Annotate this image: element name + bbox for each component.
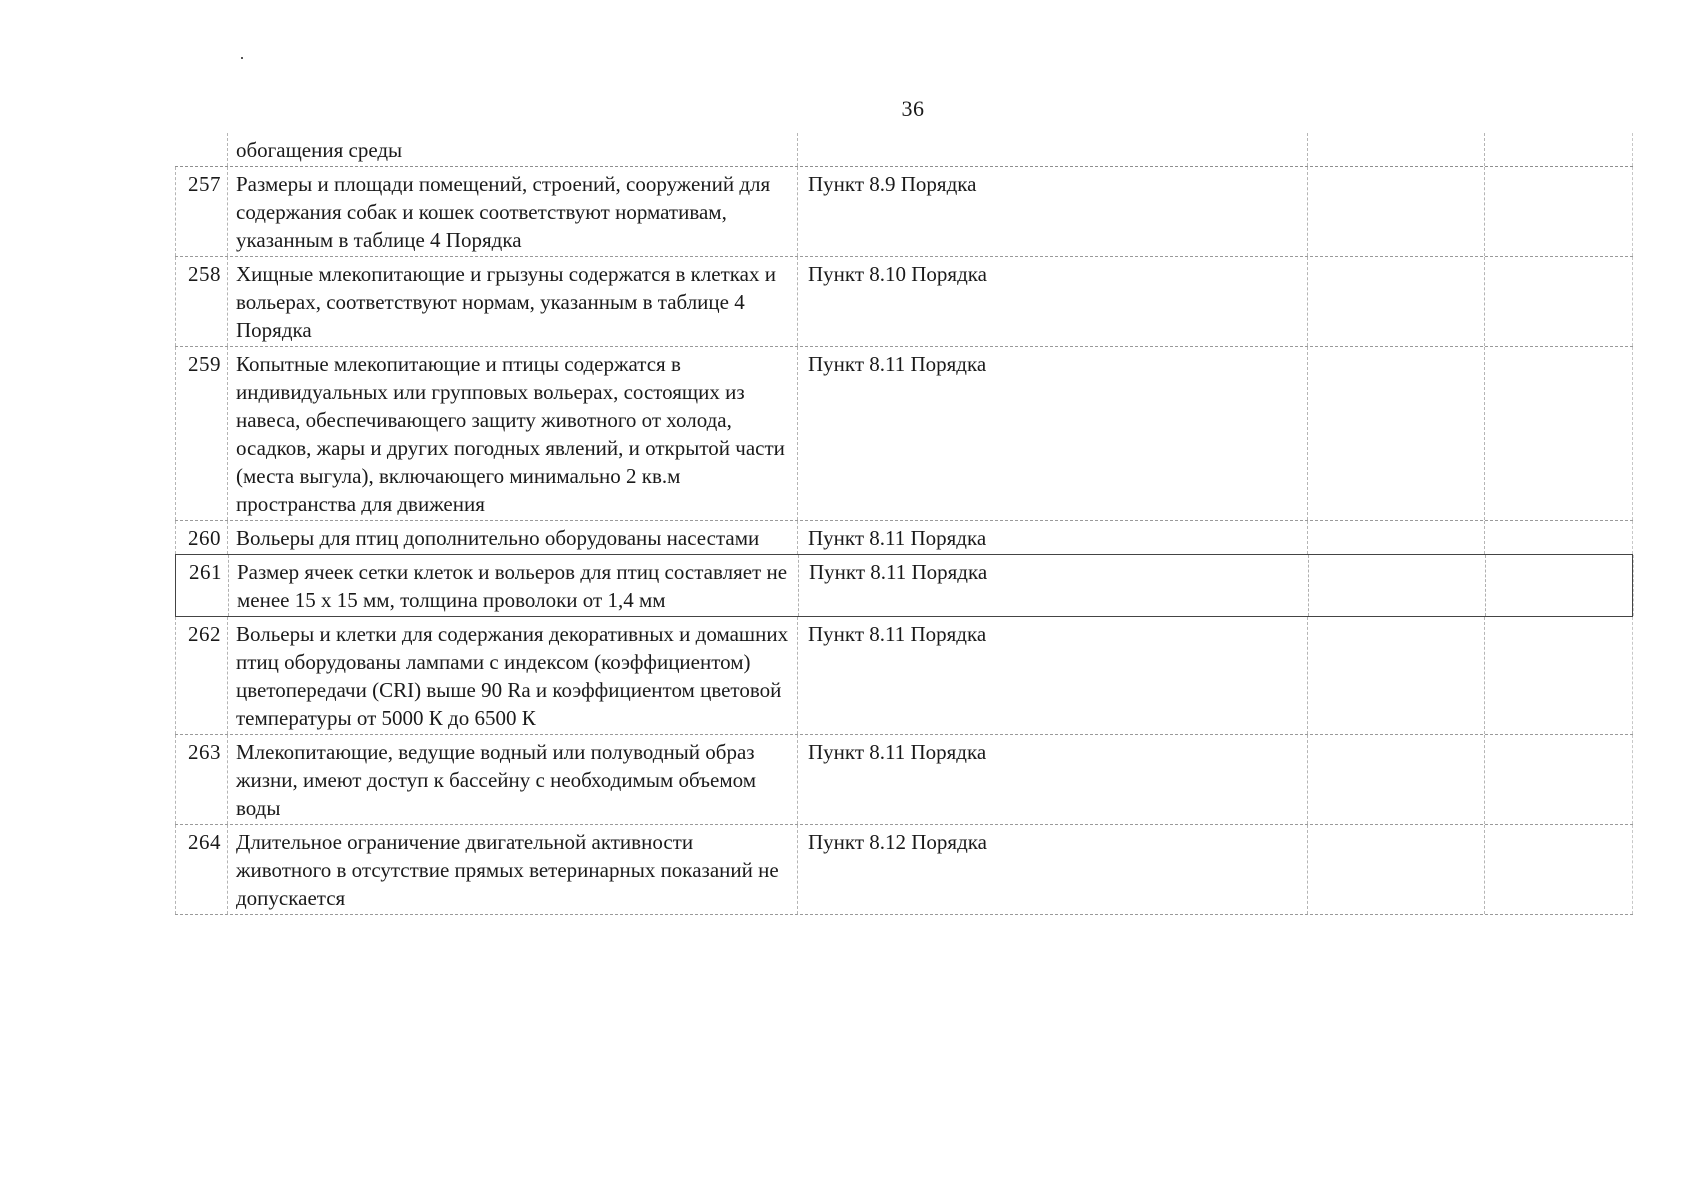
row-requirement: обогащения среды [227,133,797,166]
row-check-cell [1307,257,1484,346]
row-check-cell [1307,133,1484,166]
row-requirement: Млекопитающие, ведущие водный или полуводный образ жизни, имеют доступ к бассейну с необходимым объемом воды [227,735,797,824]
row-requirement: Вольеры для птиц дополнительно оборудованы насестами [227,521,797,554]
row-reference: Пункт 8.11 Порядка [797,521,1307,554]
row-note-cell [1484,521,1633,554]
table-row-continuation [175,133,1633,167]
row-check-cell [1307,735,1484,824]
row-requirement: Копытные млекопитающие и птицы содержатся в индивидуальных или групповых вольерах, состоящих из навеса, обеспечивающего защиту животного от холода, осадков, жары и других погодных явлений, и открытой части (места выгула), включающего минимально 2 кв.м пространства для движения [227,347,797,520]
row-requirement: Длительное ограничение двигательной активности животного в отсутствие прямых ветеринарных показаний не допускается [227,825,797,914]
row-check-cell [1307,521,1484,554]
row-number: 257 [175,167,227,256]
row-note-cell [1484,257,1633,346]
row-reference: Пункт 8.12 Порядка [797,825,1307,914]
row-check-cell [1307,167,1484,256]
row-number: 261 [189,560,222,584]
table-row-highlighted [175,554,1633,617]
row-number: 260 [175,521,227,554]
row-reference: Пункт 8.11 Порядка [798,555,1308,616]
row-note-cell [1484,735,1633,824]
row-reference: Пункт 8.9 Порядка [797,167,1307,256]
row-number: 258 [175,257,227,346]
row-reference: Пункт 8.10 Порядка [797,257,1307,346]
row-reference: Пункт 8.11 Порядка [797,617,1307,734]
row-reference [797,133,1307,166]
row-requirement: Вольеры и клетки для содержания декоративных и домашних птиц оборудованы лампами с индексом (коэффициентом) цветопередачи (CRI) выше 90 Ra и коэффициентом цветовой температуры от 5000 К до 6500 К [227,617,797,734]
row-number: 259 [175,347,227,520]
table-row [175,167,1633,257]
row-number: 262 [175,617,227,734]
row-note-cell [1484,617,1633,734]
row-number: 264 [175,825,227,914]
table-row [175,257,1633,347]
table-row [175,617,1633,735]
row-check-cell [1307,347,1484,520]
row-check-cell [1307,617,1484,734]
row-reference: Пункт 8.11 Порядка [797,347,1307,520]
table-row [175,825,1633,915]
row-check-cell [1307,825,1484,914]
row-note-cell [1484,167,1633,256]
table-row [175,521,1633,555]
row-note-cell [1485,555,1634,616]
scan-speck [241,57,243,59]
row-check-cell [1308,555,1485,616]
row-note-cell [1484,825,1633,914]
row-requirement: Размер ячеек сетки клеток и вольеров для птиц составляет не менее 15 x 15 мм, толщина проволоки от 1,4 мм [228,555,798,616]
table-row [175,735,1633,825]
row-note-cell [1484,133,1633,166]
row-number: 263 [175,735,227,824]
row-reference: Пункт 8.11 Порядка [797,735,1307,824]
row-note-cell [1484,347,1633,520]
row-requirement: Размеры и площади помещений, строений, сооружений для содержания собак и кошек соответствуют нормативам, указанным в таблице 4 Порядка [227,167,797,256]
row-requirement: Хищные млекопитающие и грызуны содержатся в клетках и вольерах, соответствуют нормам, указанным в таблице 4 Порядка [227,257,797,346]
row-number [175,133,227,166]
table-row [175,347,1633,521]
requirements-table [175,133,1633,915]
page-number: 36 [901,96,925,121]
